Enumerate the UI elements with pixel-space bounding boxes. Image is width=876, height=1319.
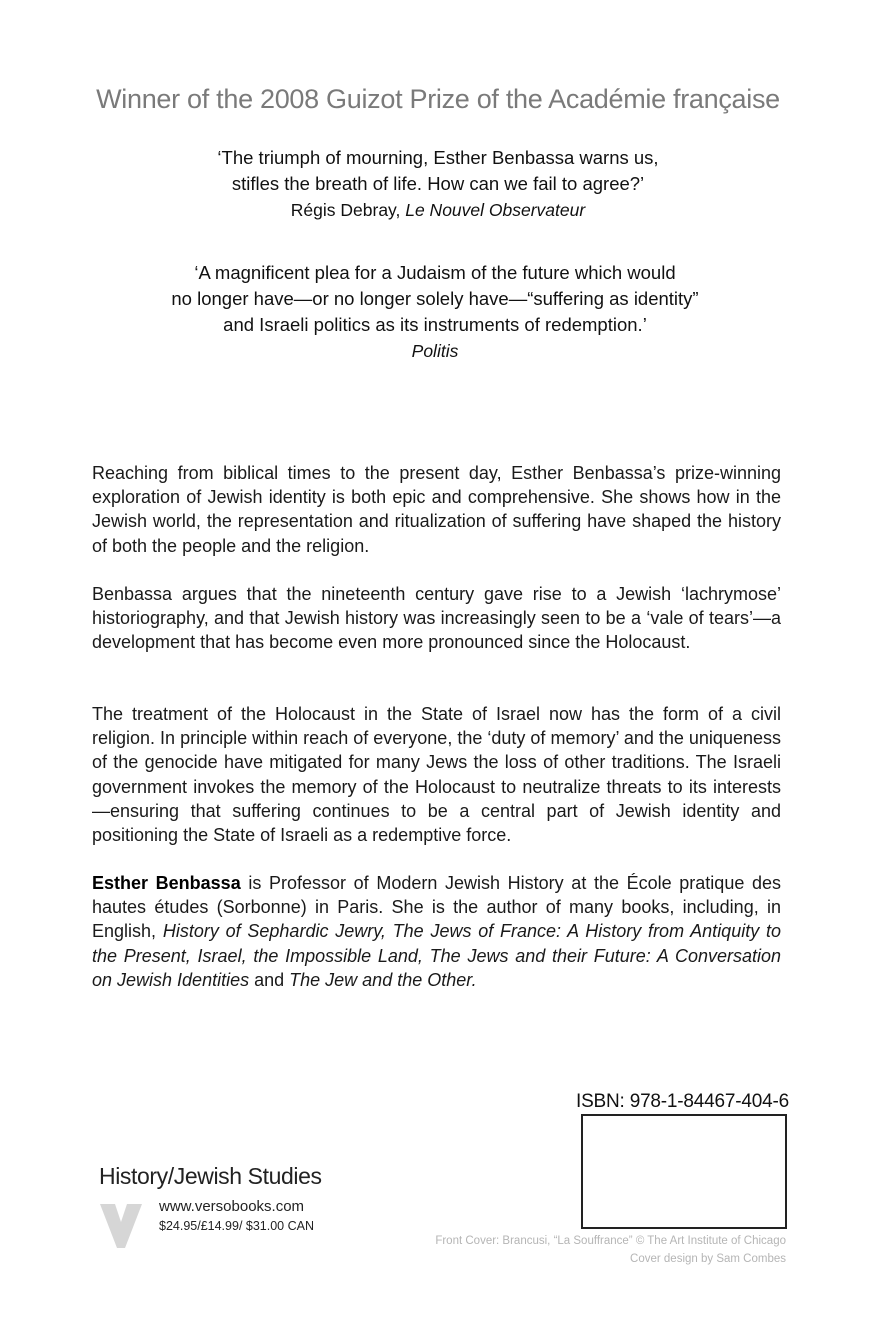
paragraph-text: The treatment of the Holocaust in the State of Israel now has the form of a civil religion. In principle within reach of everyone, the ‘duty of memory’ and the uniqueness of the genocide have mitigated for many Jews the loss of other traditions. The Israeli government invokes the memory of the Holocaust to neutralize threats to its interests—ensuring that suffering continues to be a central part of Jewish identity and positioning the State of Israeli as a redemptive force. [92,704,781,846]
price-label: $24.95/£14.99/ $31.00 CAN [159,1219,314,1233]
description-paragraph-3 [92,702,781,847]
review-quote-politis [0,260,873,364]
design-credit: Cover design by Sam Combes [630,1253,786,1265]
subject-category: History/Jewish Studies [99,1163,322,1189]
author-name: Esther Benbassa [92,873,241,893]
isbn-label: ISBN: 978-1-84467-404-6 [576,1091,789,1112]
verso-v-logo-icon [100,1204,142,1248]
book-title: The Jew and the Other. [289,969,477,990]
book-titles: History of Sephardic Jewry, The Jews of France: A History from Antiquity to the Present, Israel, the Impossible Land, The Jews and their Future: A Conversation on Jewish Identities [92,921,781,990]
cover-credit: Front Cover: Brancusi, “La Souffrance” © The Art Institute of Chicago [435,1235,786,1247]
quote-publication: Le Nouvel Observateur [405,200,586,220]
author-bio [92,871,781,992]
quote-line: no longer have—or no longer solely have—“suffering as identity” [171,288,699,309]
review-quote-debray [0,145,876,223]
quote-attribution [0,338,873,364]
author-bio-text [92,871,781,992]
quote-line: and Israeli politics as its instruments of redemption.’ [223,314,647,335]
quote-author: Régis Debray, [290,200,406,220]
barcode-placeholder [581,1114,787,1229]
quote-line: ‘A magnificent plea for a Judaism of the future which would [194,262,676,283]
bio-text: and [249,969,290,990]
bio-text: is Professor of Modern Jewish History at the École pratique des hautes études (Sorbonne) in Paris. She is the author of many books, including, in English, [92,873,781,942]
description-paragraph-2 [92,582,781,655]
quote-line: ‘The triumph of mourning, Esther Benbassa warns us, [217,147,659,168]
quote-attribution [0,197,876,223]
description-paragraph-1 [92,461,781,558]
paragraph-text: Reaching from biblical times to the present day, Esther Benbassa’s prize-winning exploration of Jewish identity is both epic and comprehensive. She shows how in the Jewish world, the representation and ritualization of suffering have shaped the history of both the people and the religion. [92,463,781,556]
quote-publication: Politis [411,341,459,361]
publisher-website: www.versobooks.com [159,1198,305,1215]
quote-line: stifles the breath of life. How can we fail to agree?’ [231,173,645,194]
paragraph-text: Benbassa argues that the nineteenth century gave rise to a Jewish ‘lachrymose’ historiography, and that Jewish history was increasingly seen to be a ‘vale of tears’—a development that has become even more pronounced since the Holocaust. [92,584,781,653]
prize-heading: Winner of the 2008 Guizot Prize of the Académie française [96,84,780,114]
